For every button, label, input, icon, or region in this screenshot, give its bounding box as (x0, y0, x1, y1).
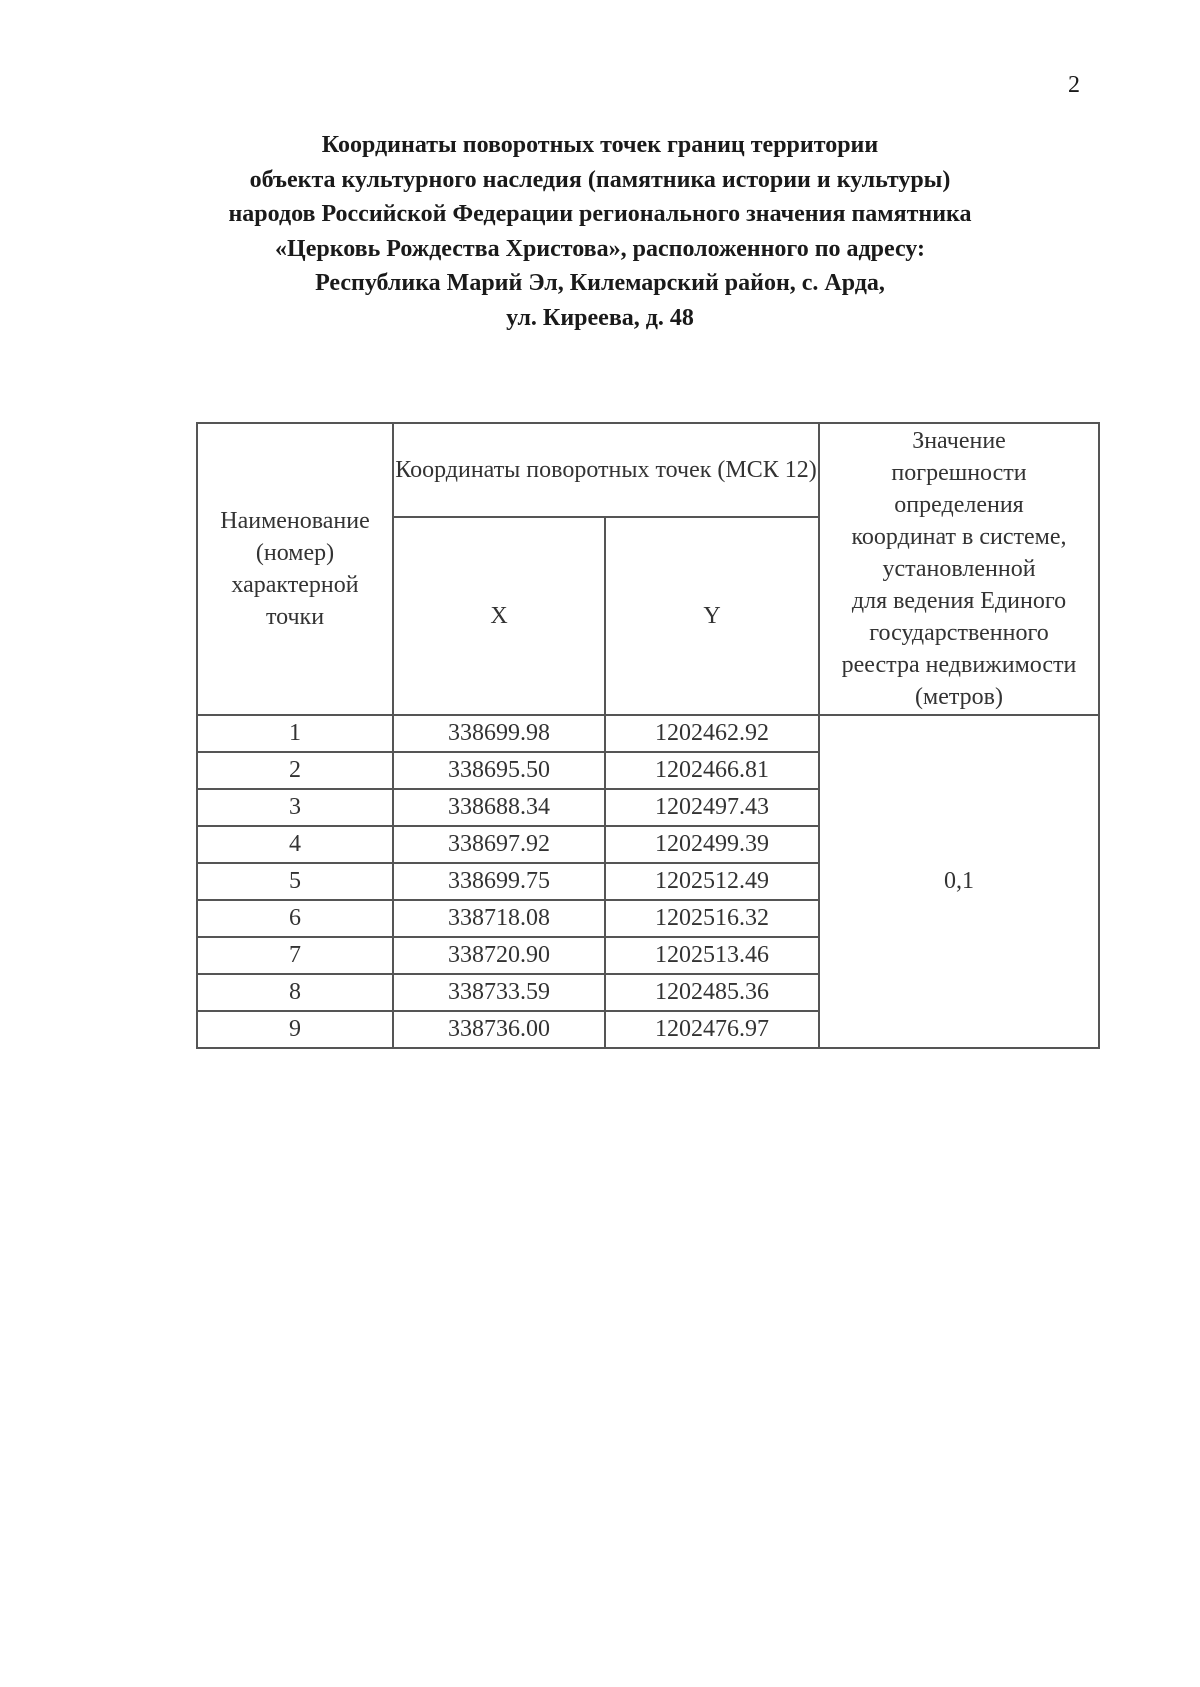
table-row (197, 715, 1099, 752)
coord-x: 338733.59 (393, 974, 605, 1011)
header-coordinates (393, 423, 819, 517)
document-title (150, 128, 1050, 335)
coord-x: 338718.08 (393, 900, 605, 937)
title-line: Республика Марий Эл, Килемарский район, с. Арда, (315, 270, 885, 296)
header-line: (номер) (255, 540, 335, 566)
header-line: установленной (882, 556, 1036, 582)
point-number: 6 (197, 900, 393, 937)
header-line: характерной (231, 572, 359, 598)
header-point-name (197, 423, 393, 715)
table-header-row (197, 423, 1099, 517)
coord-y: 1202516.32 (605, 900, 819, 937)
coord-y: 1202476.97 (605, 1011, 819, 1048)
title-line: «Церковь Рождества Христова», расположенного по адресу: (275, 235, 925, 262)
header-y: Y (605, 517, 819, 715)
title-line: ул. Киреева, д. 48 (506, 304, 694, 331)
coord-x: 338688.34 (393, 789, 605, 826)
coord-y: 1202512.49 (605, 863, 819, 900)
point-number: 9 (197, 1011, 393, 1048)
header-line: координат в системе, (851, 524, 1067, 550)
coord-x: 338699.75 (393, 863, 605, 900)
header-line: определения (894, 492, 1024, 518)
header-error (819, 423, 1099, 715)
header-line: государственного (869, 620, 1049, 646)
point-number: 2 (197, 752, 393, 789)
coord-y: 1202466.81 (605, 752, 819, 789)
title-line: народов Российской Федерации регионального значения памятника (228, 201, 972, 227)
coord-y: 1202499.39 (605, 826, 819, 863)
point-number: 1 (197, 715, 393, 752)
point-number: 5 (197, 863, 393, 900)
title-line: Координаты поворотных точек границ территории (321, 132, 879, 158)
coord-x: 338695.50 (393, 752, 605, 789)
title-line: объекта культурного наследия (памятника истории и культуры) (249, 166, 951, 193)
point-number: 7 (197, 937, 393, 974)
point-number: 8 (197, 974, 393, 1011)
coord-y: 1202462.92 (605, 715, 819, 752)
header-x: X (393, 517, 605, 715)
point-number: 4 (197, 826, 393, 863)
coord-y: 1202513.46 (605, 937, 819, 974)
coord-x: 338736.00 (393, 1011, 605, 1048)
header-line: реестра недвижимости (841, 652, 1077, 678)
header-line: для ведения Единого (851, 588, 1067, 614)
coord-y: 1202485.36 (605, 974, 819, 1011)
error-value: 0,1 (819, 715, 1099, 1048)
coord-x: 338697.92 (393, 826, 605, 863)
header-line: погрешности (891, 460, 1027, 486)
header-line: Наименование (220, 508, 370, 534)
coord-y: 1202497.43 (605, 789, 819, 826)
coordinates-table (196, 422, 1100, 1049)
point-number: 3 (197, 789, 393, 826)
page-number: 2 (1068, 72, 1080, 98)
header-line: точки (265, 604, 325, 630)
header-line: (метров) (915, 684, 1003, 710)
coord-x: 338699.98 (393, 715, 605, 752)
header-line: Значение (912, 428, 1006, 454)
header-coordinates-text: Координаты поворотных точек (МСК 12) (395, 457, 817, 483)
coord-x: 338720.90 (393, 937, 605, 974)
